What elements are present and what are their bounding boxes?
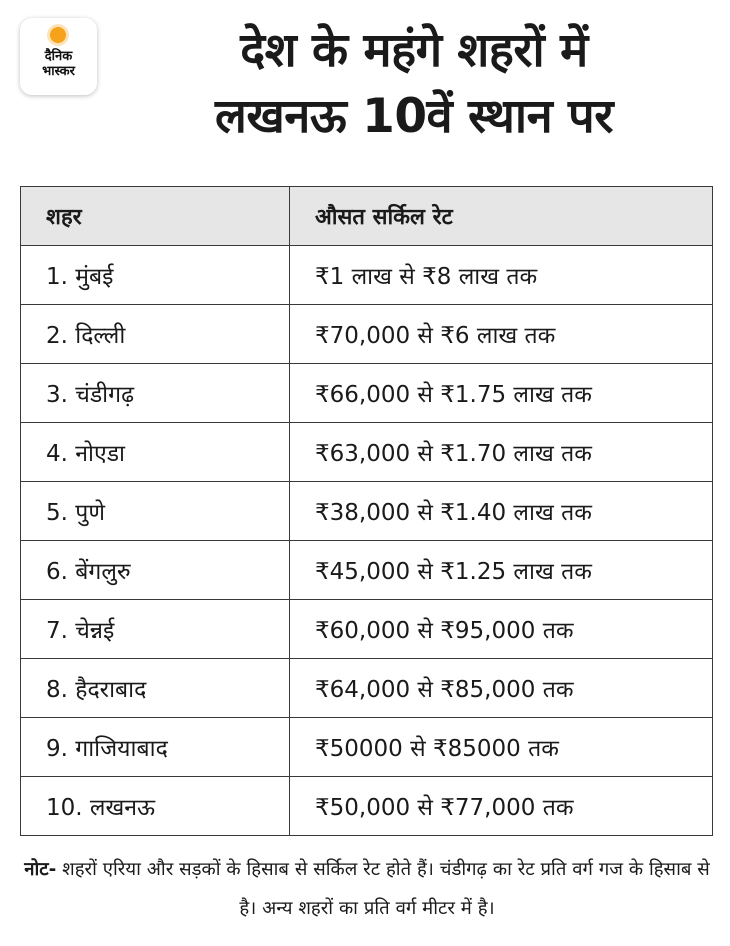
circle-rate-table <box>20 186 713 836</box>
city-cell: 10. लखनऊ <box>21 777 290 836</box>
column-header-city: शहर <box>21 187 290 246</box>
logo-line-2: भास्कर <box>42 64 75 79</box>
sun-icon <box>50 27 66 43</box>
rate-cell: ₹60,000 से ₹95,000 तक <box>290 600 713 659</box>
table-row <box>21 541 713 600</box>
rate-cell: ₹66,000 से ₹1.75 लाख तक <box>290 364 713 423</box>
table-header-row <box>21 187 713 246</box>
title-line-2: लखनऊ 10वें स्थान पर <box>215 89 613 144</box>
page-title <box>118 18 710 150</box>
table-row <box>21 482 713 541</box>
city-cell: 7. चेन्नई <box>21 600 290 659</box>
rate-cell: ₹50,000 से ₹77,000 तक <box>290 777 713 836</box>
rate-cell: ₹70,000 से ₹6 लाख तक <box>290 305 713 364</box>
footnote <box>18 850 716 928</box>
table-row <box>21 777 713 836</box>
logo-line-1: दैनिक <box>44 49 73 64</box>
city-cell: 2. दिल्ली <box>21 305 290 364</box>
column-header-rate: औसत सर्किल रेट <box>290 187 713 246</box>
table-row <box>21 718 713 777</box>
city-cell: 3. चंडीगढ़ <box>21 364 290 423</box>
note-label: नोट- <box>24 859 57 880</box>
rate-cell: ₹45,000 से ₹1.25 लाख तक <box>290 541 713 600</box>
table-row <box>21 305 713 364</box>
rate-cell: ₹64,000 से ₹85,000 तक <box>290 659 713 718</box>
rate-cell: ₹50000 से ₹85000 तक <box>290 718 713 777</box>
city-cell: 5. पुणे <box>21 482 290 541</box>
city-cell: 6. बेंगलुरु <box>21 541 290 600</box>
table-row <box>21 659 713 718</box>
city-cell: 1. मुंबई <box>21 246 290 305</box>
city-cell: 8. हैदराबाद <box>21 659 290 718</box>
title-line-1: देश के महंगे शहरों में <box>240 23 588 78</box>
note-text: शहरों एरिया और सड़कों के हिसाब से सर्किल रेट होते हैं। चंडीगढ़ का रेट प्रति वर्ग गज के हिसाब से है। अन्य शहरों का प्रति वर्ग मीटर में है। <box>56 859 710 919</box>
table-row <box>21 423 713 482</box>
city-cell: 4. नोएडा <box>21 423 290 482</box>
dainik-bhaskar-logo <box>20 18 97 95</box>
table-row <box>21 364 713 423</box>
rate-cell: ₹1 लाख से ₹8 लाख तक <box>290 246 713 305</box>
rate-cell: ₹38,000 से ₹1.40 लाख तक <box>290 482 713 541</box>
rate-cell: ₹63,000 से ₹1.70 लाख तक <box>290 423 713 482</box>
logo-wordmark <box>20 49 97 79</box>
city-cell: 9. गाजियाबाद <box>21 718 290 777</box>
table-row <box>21 246 713 305</box>
table-row <box>21 600 713 659</box>
